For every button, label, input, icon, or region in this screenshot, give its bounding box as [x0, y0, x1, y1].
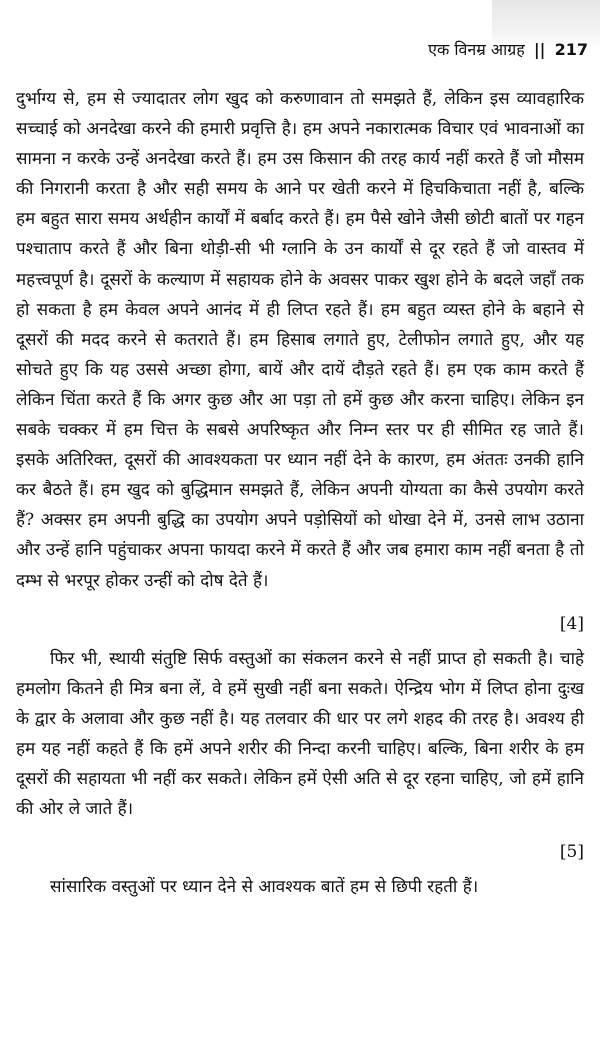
- section-number-4: [4]: [559, 613, 584, 634]
- running-title: एक विनम्र आग्रह: [428, 40, 525, 59]
- header-separator: ||: [533, 40, 546, 59]
- section-number-5: [5]: [559, 842, 584, 863]
- paragraph-1: दुर्भाग्य से, हम से ज्यादातर लोग खुद को करुणावान तो समझते हैं, लेकिन इस व्यावहारिक सच्चाई को अनदेखा करने की हमारी प्रवृत्ति है। हम अपने नकारात्मक विचार एवं भावनाओं का सामना न करके उन्हें अनदेखा करते हैं। हम उस किसान की तरह कार्य नहीं करते हैं जो मौसम की निगरानी करता है और सही समय के आने पर खेती करने में हिचकिचाता नहीं है, बल्कि हम बहुत सारा समय अर्थहीन कार्यों में बर्बाद करते हैं। हम पैसे खोने जैसी छोटी बातों पर गहन पश्चाताप करते हैं और बिना थोड़ी-सी भी ग्लानि के उन कार्यों से दूर रहते हैं जो वास्तव में महत्त्वपूर्ण है। दूसरों के कल्याण में सहायक होने के अवसर पाकर खुश होने के बदले जहाँ तक हो सकता है हम केवल अपने आनंद में ही लिप्त रहते हैं। हम बहुत व्यस्त होने के बहाने से दूसरों की मदद करने से कतराते हैं। हम हिसाब लगाते हुए, टेलीफोन लगाते हुए, और यह सोचते हुए कि यह उससे अच्छा होगा, बायें और दायें दौड़ते रहते हैं। हम एक काम करते हैं लेकिन चिंता करते हैं कि अगर कुछ और आ पड़ा तो हमें कुछ और करना चाहिए। लेकिन इन सबके चक्कर में हम चित्त के सबसे अपरिष्कृत और निम्न स्तर पर ही सीमित रह जाते हैं। इसके अतिरिक्त, दूसरों की आवश्यकता पर ध्यान नहीं देने के कारण, हम अंततः उनकी हानि कर बैठते हैं। हम खुद को बुद्धिमान समझते हैं, लेकिन अपनी योग्यता का कैसे उपयोग करते हैं? अक्सर हम अपनी बुद्धि का उपयोग अपने पड़ोसियों को धोखा देने में, उनसे लाभ उठाना और उन्हें हानि पहुंचाकर अपना फायदा करने में करते हैं और जब हमारा काम नहीं बनता है तो दम्भ से भरपूर होकर उन्हीं को दोष देते हैं।: [16, 89, 584, 591]
- paragraph-3: सांसारिक वस्तुओं पर ध्यान देने से आवश्यक बातें हम से छिपी रहती हैं।: [50, 877, 479, 898]
- running-header: [428, 40, 588, 60]
- body-text: [16, 84, 584, 902]
- paragraph-2: फिर भी, स्थायी संतुष्टि सिर्फ वस्तुओं का संकलन करने से नहीं प्राप्त हो सकती है। चाहे हमलोग कितने ही मित्र बना लें, वे हमें सुखी नहीं बना सकते। ऐन्द्रिय भोग में लिप्त होना दुःख के द्वार के अलावा और कुछ नहीं है। यह तलवार की धार पर लगे शहद की तरह है। अवश्य ही हम यह नहीं कहते हैं कि हमें अपने शरीर की निन्दा करनी चाहिए। बल्कि, बिना शरीर के हम दूसरों की सहायता भी नहीं कर सकते। लेकिन हमें ऐसी अति से दूर रहना चाहिए, जो हमें हानि की ओर ले जाते हैं।: [16, 648, 584, 820]
- page-number: 217: [554, 40, 588, 59]
